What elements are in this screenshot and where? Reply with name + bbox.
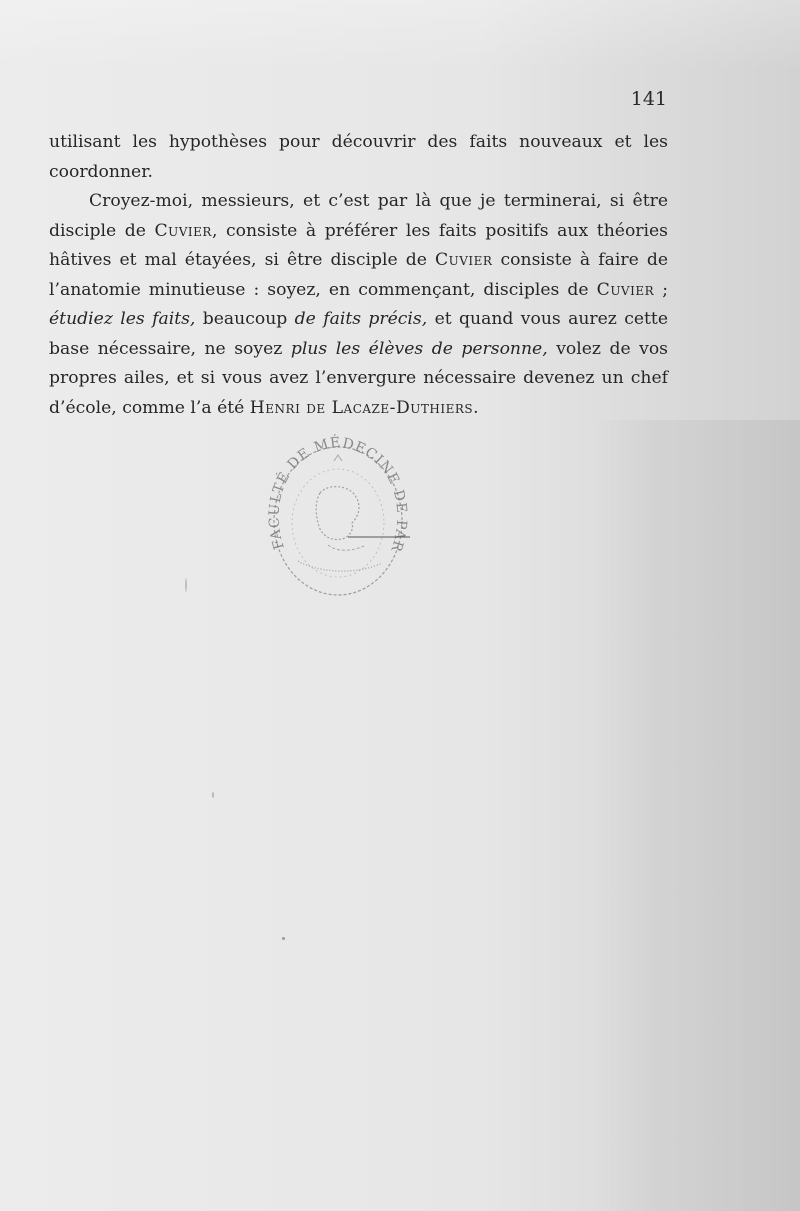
stamp-graphic xyxy=(258,433,418,603)
name-cuvier: Cuvier xyxy=(435,250,493,270)
paragraph-2 xyxy=(49,187,668,423)
paragraph-2-segment: ; xyxy=(654,279,668,300)
name-cuvier: Cuvier xyxy=(154,220,212,241)
page-shadow xyxy=(590,420,800,1211)
library-stamp xyxy=(258,433,418,603)
paragraph-2-segment: Croyez-moi, messieurs, et c’est par là que je terminerai, si être disciple de xyxy=(49,191,668,241)
speck xyxy=(282,937,285,940)
page-top-band xyxy=(0,0,800,70)
italic-phrase: étudiez les faits, xyxy=(49,309,196,329)
name-cuvier: Cuvier xyxy=(596,279,655,300)
paragraph-2-segment: , consiste à préférer les faits positifs aux théories hâtives et mal étayées, si être disciple de xyxy=(49,220,668,270)
italic-phrase: plus les élèves de personne, xyxy=(290,338,548,359)
paragraph-1-text: utilisant les hypothèses pour découvrir des faits nouveaux et les coordonner. xyxy=(49,132,668,182)
paragraph-1 xyxy=(49,128,668,187)
paragraph-2-segment: et quand vous aurez cette base nécessaire, ne soyez xyxy=(49,309,669,359)
body-text xyxy=(49,128,668,423)
paragraph-2-segment: beaucoup xyxy=(195,309,295,329)
speck xyxy=(185,578,187,592)
stamp-text: FACULTÉ DE MÉDECINE DE PAR xyxy=(266,434,410,555)
svg-text:FACULTÉ DE MÉDECINE DE PARIS xyxy=(258,433,409,554)
speck xyxy=(212,792,214,798)
italic-phrase: de faits précis, xyxy=(294,309,428,329)
paragraph-2-segment: . xyxy=(473,397,479,418)
name-lacaze-duthiers: Henri de Lacaze-Duthiers xyxy=(249,397,474,418)
paragraph-2-segment: consiste à faire de l’anatomie minutieuse : soyez, en commençant, disciples de xyxy=(49,250,669,300)
page-number: 141 xyxy=(630,88,667,110)
paragraph-2-segment: volez de vos propres ailes, et si vous avez l’envergure nécessaire devenez un chef d’école, comme l’a été xyxy=(49,338,668,418)
